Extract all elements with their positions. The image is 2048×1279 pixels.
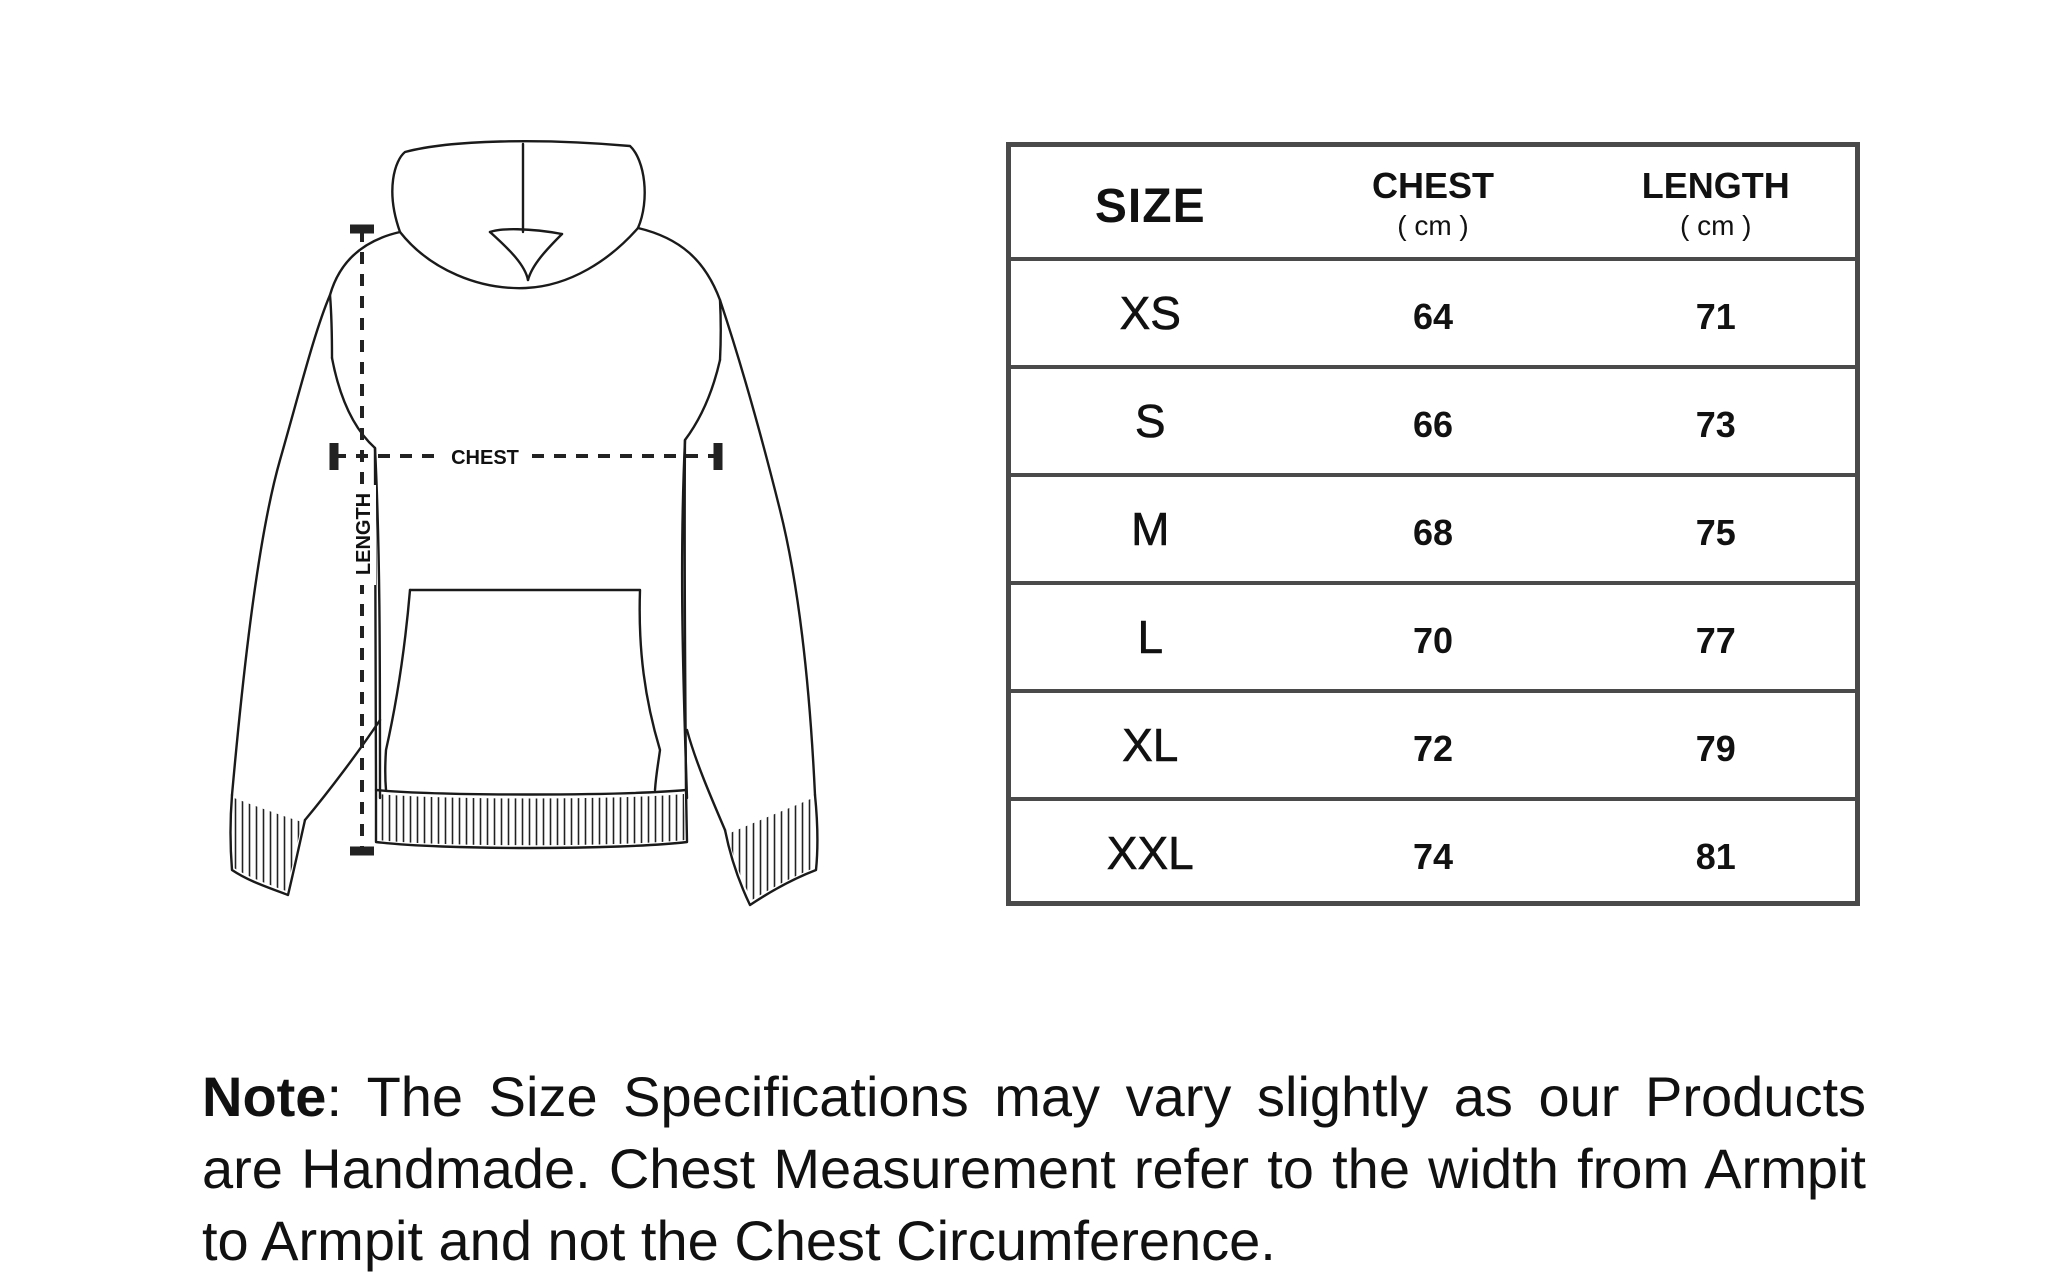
header-chest xyxy=(1290,147,1577,259)
size-note xyxy=(202,1061,1866,1277)
header-length-label: LENGTH xyxy=(1641,165,1790,206)
size-table xyxy=(1006,142,1860,906)
header-length-unit: ( cm ) xyxy=(1679,210,1752,241)
header-chest-unit: ( cm ) xyxy=(1397,210,1469,241)
hoodie-illustration xyxy=(190,130,890,920)
cell-size: M xyxy=(1011,475,1290,583)
cell-chest: 70 xyxy=(1412,620,1454,661)
table-header-row xyxy=(1011,147,1855,259)
cell-chest: 64 xyxy=(1412,296,1454,337)
cell-size: S xyxy=(1011,367,1290,475)
length-label: LENGTH xyxy=(353,492,375,576)
header-length xyxy=(1576,147,1855,259)
table-row xyxy=(1011,367,1855,475)
cell-size: XS xyxy=(1011,259,1290,367)
cell-length: 81 xyxy=(1695,836,1736,877)
cell-length: 77 xyxy=(1695,620,1736,661)
cell-length: 71 xyxy=(1695,296,1736,337)
note-text: : The Size Specifications may vary slightly as our Products are Handmade. Chest Measurement refer to the width from Armpit to Armpit and not the Chest Circumference. xyxy=(202,1065,1866,1272)
table-row xyxy=(1011,691,1855,799)
cell-size: L xyxy=(1011,583,1290,691)
cell-size: XL xyxy=(1011,691,1290,799)
table-row xyxy=(1011,475,1855,583)
cell-chest: 68 xyxy=(1412,512,1454,553)
note-label: Note xyxy=(202,1065,327,1128)
header-size-label: SIZE xyxy=(1094,179,1206,233)
header-chest-label: CHEST xyxy=(1371,165,1494,206)
cell-size: XXL xyxy=(1011,799,1290,905)
cell-length: 75 xyxy=(1695,512,1736,553)
header-size xyxy=(1011,147,1290,259)
table-row xyxy=(1011,799,1855,905)
table-row xyxy=(1011,259,1855,367)
cell-length: 79 xyxy=(1695,728,1736,769)
cell-chest: 74 xyxy=(1412,836,1454,877)
table-row xyxy=(1011,583,1855,691)
cell-chest: 66 xyxy=(1412,404,1454,445)
cell-length: 73 xyxy=(1695,404,1736,445)
chest-label: CHEST xyxy=(451,447,519,469)
cell-chest: 72 xyxy=(1412,728,1454,769)
